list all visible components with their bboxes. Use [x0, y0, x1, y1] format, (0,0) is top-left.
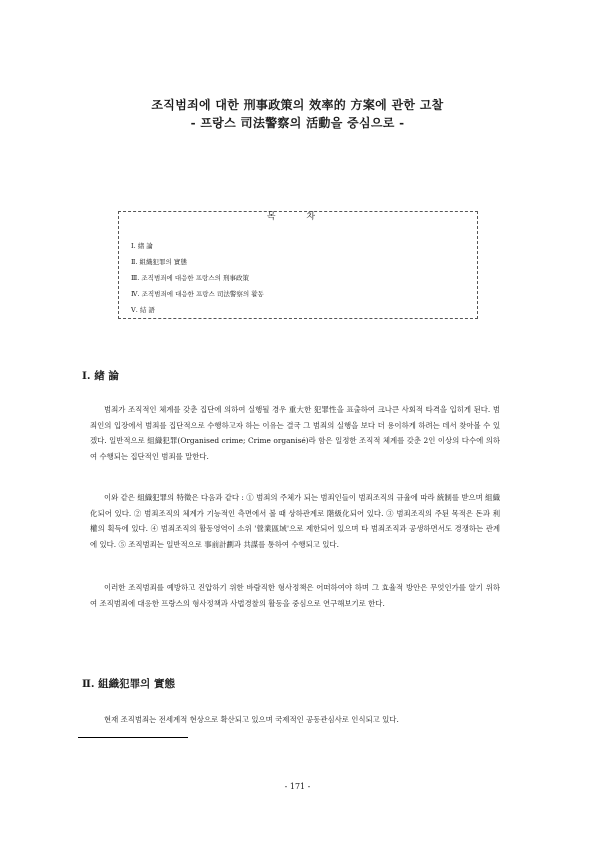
toc-item: Ⅳ. 조직범죄에 대응한 프랑스 司法警察의 활동 [131, 290, 264, 298]
toc-list [131, 238, 264, 318]
table-of-contents [118, 211, 478, 319]
footnote-divider [78, 737, 188, 738]
toc-heading: 목 차 [253, 212, 343, 222]
paper-subtitle: - 프랑스 司法警察의 活動을 중심으로 - [190, 116, 405, 130]
body-paragraph: 이와 같은 組織犯罪의 特徵은 다음과 같다 : ① 범죄의 주체가 되는 범죄인들이 범죄조직의 규율에 따라 統制를 받으며 組織化되어 있다. ② 범죄조직의 체계가 기능적인 측면에서 볼 때 상하관계로 階級化되어 있다. ③ 범죄조직의 주된 목적은 돈과 利權의 획득에 있다. ④ 범죄조직의 활동영역이 소위 '營業區域'으로 제한되어 있으며 타 범죄조직과 공생하면서도 경쟁하는 관계에 있다. ⑤ 조직범죄는 일반적으로 事前計劃과 共謀를 통하여 수행되고 있다. [90, 493, 500, 549]
section-heading-organized-crime: Ⅱ. 組織犯罪의 實態 [82, 678, 175, 690]
paper-title: 조직범죄에 대한 刑事政策의 效率的 方案에 관한 고찰 [151, 98, 444, 112]
toc-item: Ⅰ. 緖 論 [131, 242, 153, 250]
toc-item: Ⅴ. 結 語 [131, 306, 155, 314]
toc-item: Ⅲ. 조직범죄에 대응한 프랑스의 刑事政策 [131, 274, 249, 282]
body-paragraph: 범죄가 조직적인 체계를 갖춘 집단에 의하여 실행될 경우 重大한 犯罪性을 표출하여 크나큰 사회적 타격을 입히게 된다. 범죄인의 입장에서 범죄를 집단적으로 수행하고자 하는 이유는 결국 그 범죄의 실행을 보다 더 용이하게 하려는 데서 찾아볼 수 있겠다. 일반적으로 組織犯罪(Organised crime; Crime organisé)라 함은 일정한 조직적 체계를 갖춘 2인 이상의 다수에 의하여 수행되는 집단적인 범죄를 말한다. [90, 405, 500, 461]
section-heading-introduction: Ⅰ. 緖 論 [82, 370, 119, 382]
body-paragraph: 현재 조직범죄는 전세계적 현상으로 확산되고 있으며 국제적인 공동관심사로 인식되고 있다. [104, 715, 399, 724]
body-paragraph: 이러한 조직범죄를 예방하고 진압하기 위한 바람직한 형사정책은 어떠하여야 하며 그 효율적 방안은 무엇인가를 알기 위하여 조직범죄에 대응한 프랑스의 형사정책과 사법경찰의 활동을 중심으로 연구해보기로 한다. [90, 583, 500, 608]
toc-item: Ⅱ. 組織犯罪의 實態 [131, 258, 187, 266]
page-number: - 171 - [284, 782, 311, 791]
